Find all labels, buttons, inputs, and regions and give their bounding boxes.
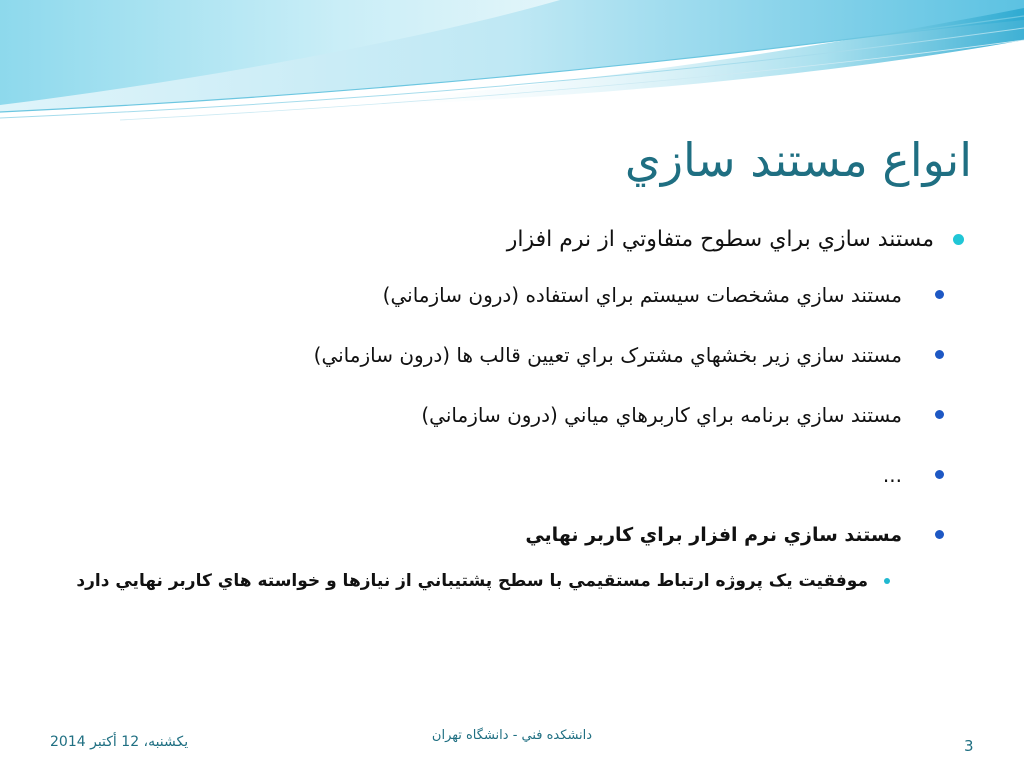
bullet-dot-icon xyxy=(953,234,964,245)
header-wave-decoration xyxy=(0,0,1024,130)
footer-institution-text: دانشکده فني - دانشگاه تهران xyxy=(431,728,593,743)
bullet-item xyxy=(62,458,942,506)
bullet-text: مستند سازي براي سطوح متفاوتي از نرم افزار xyxy=(506,227,934,252)
bullet-dot-icon xyxy=(935,350,944,359)
footer-institution xyxy=(412,728,612,743)
bullet-text: ... xyxy=(882,463,902,487)
bullet-text: مستند سازي مشخصات سيستم براي استفاده (درون سازماني) xyxy=(382,283,902,307)
bullet-text: مستند سازي زير بخشهاي مشترک براي تعيين قالب ها (درون سازماني) xyxy=(313,343,902,367)
bullet-dot-icon xyxy=(884,578,890,584)
bullet-dot-icon xyxy=(935,470,944,479)
bullet-item xyxy=(62,278,942,326)
bullet-item xyxy=(62,222,942,262)
bullet-dot-icon xyxy=(935,410,944,419)
bullet-item xyxy=(62,518,942,566)
bullet-text: موفقيت يک پروژه ارتباط مستقيمي با سطح پشتيباني از نيازها و خواسته هاي کاربر نهايي دارد xyxy=(76,571,868,591)
bullet-item xyxy=(62,338,942,386)
footer-date: يكشنبه، 12 أكتبر 2014 xyxy=(50,734,189,750)
bullet-text: مستند سازي نرم افزار براي کاربر نهايي xyxy=(525,524,902,546)
bullet-text: مستند سازي برنامه براي کاربرهاي مياني (درون سازماني) xyxy=(421,403,902,427)
bullet-list xyxy=(62,222,942,600)
bullet-item xyxy=(62,566,942,600)
bullet-item xyxy=(62,398,942,446)
page-number: 3 xyxy=(964,737,974,755)
bullet-dot-icon xyxy=(935,290,944,299)
bullet-dot-icon xyxy=(935,530,944,539)
slide-title: انواع مستند سازي xyxy=(624,133,972,187)
